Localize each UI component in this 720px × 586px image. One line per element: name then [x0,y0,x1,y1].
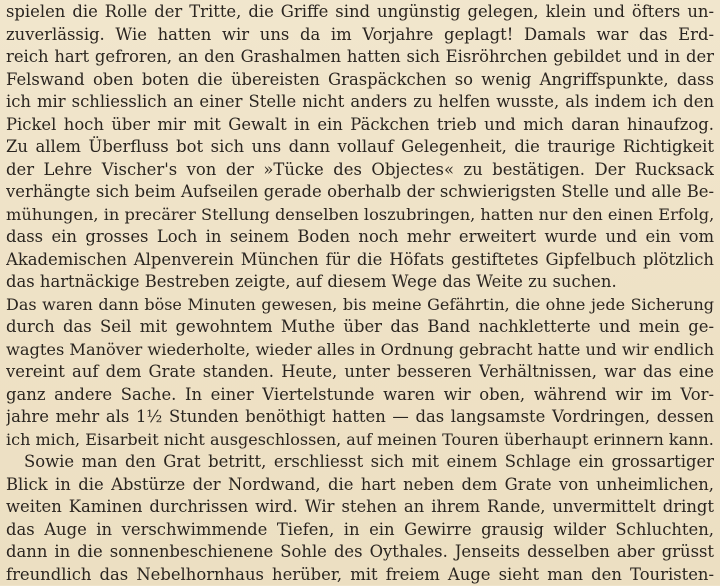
text-line: zuverlässig. Wie hatten wir uns da im Vorjahre geplagt! Damals war das Erd- [6,24,714,47]
text-line: das Auge in verschwimmende Tiefen, in ein Gewirre grausig wilder Schluchten, [6,519,714,542]
text-line: weiten Kaminen durchrissen wird. Wir stehen an ihrem Rande, unvermittelt dringt [6,496,714,519]
text-line: dann in die sonnenbeschienene Sohle des Oythales. Jenseits desselben aber grüsst [6,541,714,564]
text-line: dass ein grosses Loch in seinem Boden noch mehr erweitert wurde und ein vom [6,226,714,249]
text-line: freundlich das Nebelhornhaus herüber, mit freiem Auge sieht man den Touristen- [6,564,714,586]
text-line: jahre mehr als 1½ Stunden benöthigt hatten — das langsamste Vordringen, dessen [6,406,714,429]
text-line: ganz andere Sache. In einer Viertelstunde waren wir oben, während wir im Vor- [6,384,714,407]
text-line: der Lehre Vischer's von der »Tücke des Objectes« zu bestätigen. Der Rucksack [6,159,714,182]
text-line: Sowie man den Grat betritt, erschliesst sich mit einem Schlage ein grossartiger [6,451,714,474]
text-line: vereint auf dem Grate standen. Heute, unter besseren Verhältnissen, war das eine [6,361,714,384]
text-line: Pickel hoch über mir mit Gewalt in ein Päckchen trieb und mich daran hinaufzog. [6,114,714,137]
body-text [6,1,714,586]
text-line: Das waren dann böse Minuten gewesen, bis meine Gefährtin, die ohne jede Sicherung [6,294,714,317]
text-line: wagtes Manöver wiederholte, wieder alles in Ordnung gebracht hatte und wir endlich [6,339,714,362]
text-line: Zu allem Überfluss bot sich uns dann vollauf Gelegenheit, die traurige Richtigkeit [6,136,714,159]
text-line: Felswand oben boten die übereisten Graspäckchen so wenig Angriffspunkte, dass [6,69,714,92]
text-line: reich hart gefroren, an den Grashalmen hatten sich Eisröhrchen gebildet und in der [6,46,714,69]
text-line: Blick in die Abstürze der Nordwand, die hart neben dem Grate von unheimlichen, [6,474,714,497]
text-line: Akademischen Alpenverein München für die Höfats gestiftetes Gipfelbuch plötzlich [6,249,714,272]
text-line: durch das Seil mit gewohntem Muthe über das Band nachkletterte und mein ge- [6,316,714,339]
text-line: das hartnäckige Bestreben zeigte, auf diesem Wege das Weite zu suchen. [6,271,714,294]
text-line: spielen die Rolle der Tritte, die Griffe sind ungünstig gelegen, klein und öfters un- [6,1,714,24]
text-line: ich mir schliesslich an einer Stelle nicht anders zu helfen wusste, als indem ich den [6,91,714,114]
text-line: mühungen, in precärer Stellung denselben loszubringen, hatten nur den einen Erfolg, [6,204,714,227]
text-line: verhängte sich beim Aufseilen gerade oberhalb der schwierigsten Stelle und alle Be- [6,181,714,204]
text-line: ich mich, Eisarbeit nicht ausgeschlossen, auf meinen Touren überhaupt erinnern kann. [6,429,714,452]
